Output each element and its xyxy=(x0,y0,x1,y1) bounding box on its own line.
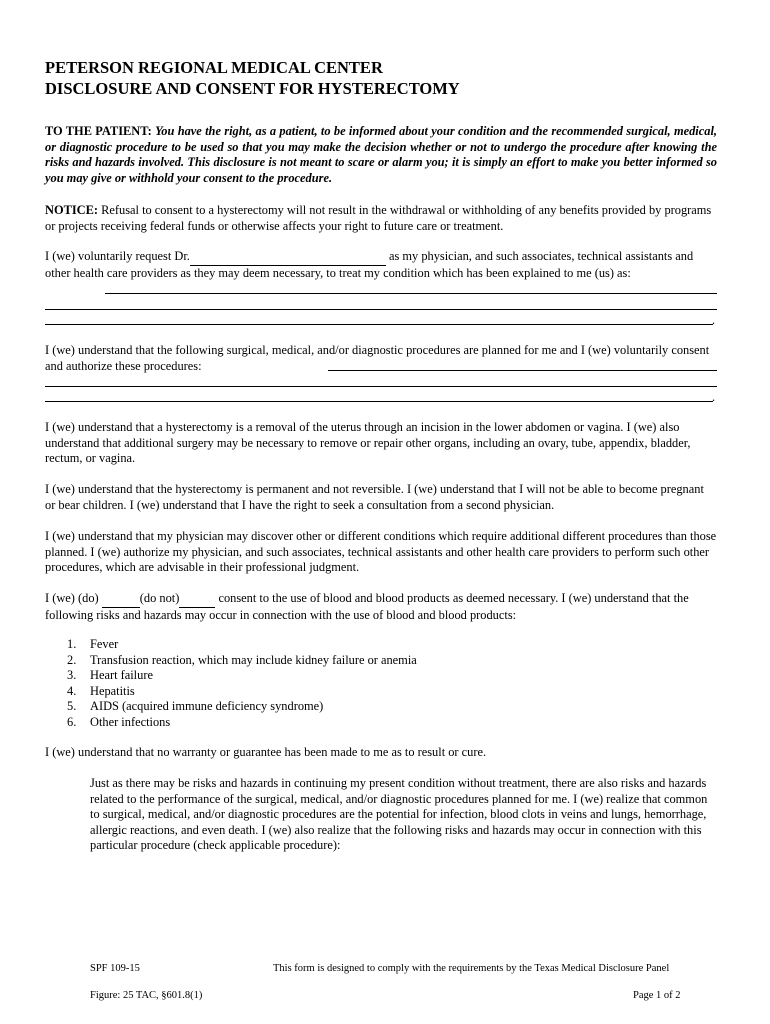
permanent-paragraph: I (we) understand that the hysterectomy is permanent and not reversible. I (we) understand that I will not be able to become pregnant or bear children. I (we) understand that I have the right to seek a consultation from a second physician. xyxy=(45,482,704,512)
risk-text: Other infections xyxy=(90,714,171,729)
risk-item xyxy=(45,684,717,700)
other-conditions-paragraph: I (we) understand that my physician may discover other or different conditions which require additional different procedures than those planned. I (we) authorize my physician, and such associates, technical assistants and other health care providers to perform such other procedures, which are advisable in their professional judgment. xyxy=(45,529,717,574)
blood-consent-paragraph xyxy=(45,591,717,623)
condition-line-2[interactable] xyxy=(45,309,717,310)
hospital-name: PETERSON REGIONAL MEDICAL CENTER xyxy=(45,58,383,77)
risk-number: 1. xyxy=(67,637,77,651)
risk-item xyxy=(45,637,717,653)
hysterectomy-removal-paragraph: I (we) understand that a hysterectomy is a removal of the uterus through an incision in the lower abdomen or vagina. I (we) also understand that additional surgery may be necessary to remove or repair other organs, including an ovary, tube, appendix, bladder, rectum, or vagina. xyxy=(45,420,691,465)
risk-text: Transfusion reaction, which may include kidney failure or anemia xyxy=(90,652,417,667)
to-patient-paragraph xyxy=(45,124,717,186)
blood-donot-label: (do not) xyxy=(139,591,180,605)
condition-end: . xyxy=(712,313,716,327)
risk-number: 3. xyxy=(67,668,77,682)
page-number: Page 1 of 2 xyxy=(633,990,681,1001)
condition-line-1[interactable] xyxy=(105,293,717,294)
risk-item xyxy=(45,715,717,731)
risk-text: AIDS (acquired immune deficiency syndrome) xyxy=(90,699,324,713)
request-paragraph xyxy=(45,249,717,281)
risk-item xyxy=(45,668,717,684)
warranty-paragraph: I (we) understand that no warranty or guarantee has been made to me as to result or cure. xyxy=(45,745,487,759)
compliance-note: This form is designed to comply with the requirements by the Texas Medical Disclosure Panel xyxy=(273,963,670,974)
procedure-risks-paragraph: Just as there may be risks and hazards in continuing my present condition without treatment, there are also risks and hazards related to the performance of the surgical, medical, and/or diagnostic procedures planned for me. I (we) realize that common to surgical, medical, and/or diagnostic procedures are the potential for infection, blood clots in veins and lungs, hemorrhage, allergic reactions, and even death. I (we) also realize that the following risks and hazards may occur in connection with this particular procedure (check applicable procedure): xyxy=(90,776,708,852)
notice-text: Refusal to consent to a hysterectomy will not result in the withdrawal or withholding of any benefits provided by programs or projects receiving federal funds or otherwise affects your right to future care or treatment. xyxy=(45,203,712,233)
request-text-2: as my physician, and such associates, technical assistants and other health care providers as they may deem necessary, to treat my condition which has been explained to me (us) as: xyxy=(45,249,694,280)
procedures-text: I (we) understand that the following surgical, medical, and/or diagnostic procedures are planned for me and I (we) voluntarily consent and authorize these procedures: xyxy=(45,343,710,373)
procedures-line-2[interactable] xyxy=(45,386,717,387)
request-text-1: I (we) voluntarily request Dr. xyxy=(45,249,190,263)
document-title xyxy=(45,57,460,99)
risk-text: Heart failure xyxy=(90,668,153,682)
form-id: SPF 109-15 xyxy=(90,963,140,974)
risk-text: Hepatitis xyxy=(90,683,135,698)
physician-name-field[interactable] xyxy=(190,249,386,266)
risk-text: Fever xyxy=(90,637,119,651)
risk-number: 5. xyxy=(67,699,77,713)
risk-item xyxy=(45,699,717,715)
notice-label: NOTICE: xyxy=(45,203,99,217)
blood-do-field[interactable] xyxy=(102,591,140,608)
blood-do-label: I (we) (do) xyxy=(45,591,99,605)
procedures-line-3[interactable] xyxy=(45,401,713,402)
figure-reference: Figure: 25 TAC, §601.8(1) xyxy=(90,990,203,1001)
blood-consent-text: consent to the use of blood and blood products as deemed necessary. I (we) understand that the following risks and hazards may occur in connection with the use of blood and blood products: xyxy=(45,591,689,622)
risk-number: 2. xyxy=(67,652,77,667)
procedures-end: . xyxy=(712,390,716,404)
procedures-line-1[interactable] xyxy=(328,370,717,371)
to-patient-label: TO THE PATIENT: xyxy=(45,124,152,138)
to-patient-text: You have the right, as a patient, to be informed about your condition and the recommended surgical, medical, or diagnostic procedure to be used so that you may make the decision whether or not to undergo the procedure after knowing the risks and hazards involved. This disclosure is not meant to scare or alarm you; it is simply an effort to make you better informed so you may give or withhold your consent to the procedure. xyxy=(45,124,717,185)
condition-line-3[interactable] xyxy=(45,324,713,325)
risk-number: 6. xyxy=(67,714,77,729)
notice-paragraph xyxy=(45,203,717,234)
blood-donot-field[interactable] xyxy=(179,591,215,608)
risk-number: 4. xyxy=(67,683,77,698)
risk-item xyxy=(45,653,717,669)
blood-risks-list xyxy=(45,637,717,730)
form-title: DISCLOSURE AND CONSENT FOR HYSTERECTOMY xyxy=(45,79,460,98)
